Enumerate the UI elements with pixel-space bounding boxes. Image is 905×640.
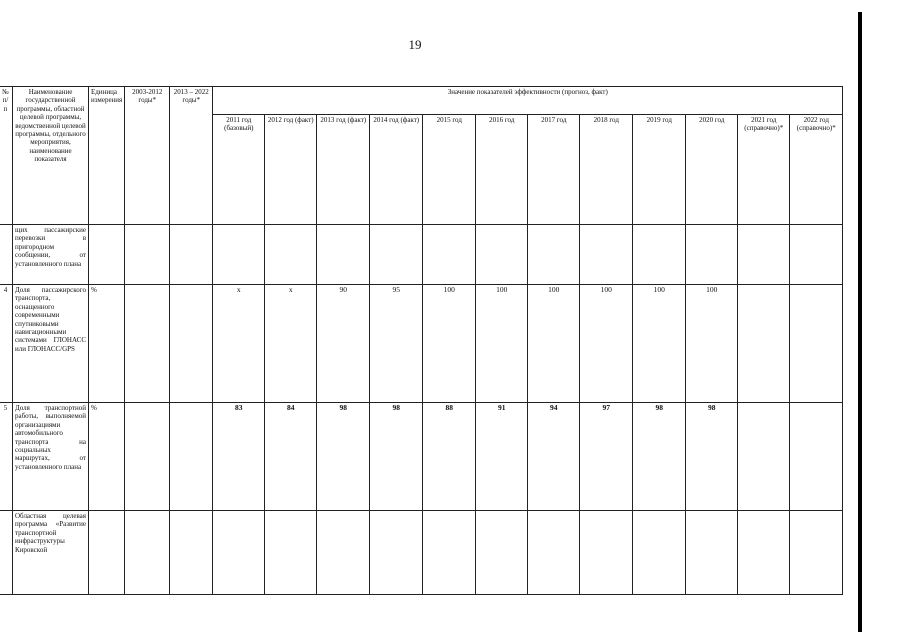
header-year: 2014 год (факт)	[370, 115, 423, 225]
row-value: 84	[265, 403, 317, 511]
row-value	[686, 225, 738, 285]
row-unit	[89, 511, 125, 595]
row-value: 100	[528, 285, 580, 403]
row-value: 100	[686, 285, 738, 403]
page-number: 19	[408, 37, 422, 52]
row-value: 83	[213, 403, 265, 511]
row-value	[213, 225, 265, 285]
row-value	[370, 225, 423, 285]
row-unit	[89, 225, 125, 285]
row-value: 88	[423, 403, 476, 511]
row-name: щих пассажирские перевозки в пригородном сообщении, от установленного плана	[13, 225, 89, 285]
row-value: 94	[528, 403, 580, 511]
row-value	[317, 225, 370, 285]
row-value: 90	[317, 285, 370, 403]
row-value	[580, 511, 633, 595]
row-num	[0, 225, 13, 285]
row-period-2013	[170, 511, 213, 595]
header-year: 2019 год	[633, 115, 686, 225]
table-row	[0, 511, 843, 595]
indicators-table	[0, 86, 843, 595]
row-value: 95	[370, 285, 423, 403]
row-value: 98	[370, 403, 423, 511]
row-period-2003	[125, 225, 170, 285]
row-period-2003	[125, 403, 170, 511]
header-year: 2017 год	[528, 115, 580, 225]
row-value: 100	[633, 285, 686, 403]
header-year: 2022 год (справочно)*	[790, 115, 843, 225]
row-value	[265, 225, 317, 285]
header-period-2003: 2003-2012 годы*	[125, 87, 170, 225]
row-value	[633, 511, 686, 595]
header-values-group: Значение показателей эффективности (прогноз, факт)	[213, 87, 843, 115]
row-value	[213, 511, 265, 595]
row-value	[265, 511, 317, 595]
row-value: 98	[317, 403, 370, 511]
row-period-2003	[125, 511, 170, 595]
header-year: 2011 год (базовый)	[213, 115, 265, 225]
table-row	[0, 285, 843, 403]
row-period-2013	[170, 285, 213, 403]
row-value	[790, 511, 843, 595]
header-num: № п/п	[0, 87, 13, 225]
row-value	[423, 511, 476, 595]
header-year: 2015 год	[423, 115, 476, 225]
table-row	[0, 403, 843, 511]
row-value: 100	[580, 285, 633, 403]
header-name: Наименование государственной программы, областной целевой программы, ведомственной целевой программы, отдельного мероприятия, наименование показателя	[13, 87, 89, 225]
header-row-1	[0, 87, 843, 115]
row-value: 98	[686, 403, 738, 511]
row-value: 98	[633, 403, 686, 511]
row-value	[528, 511, 580, 595]
row-value	[580, 225, 633, 285]
header-year: 2021 год (справочно)*	[738, 115, 790, 225]
row-unit: %	[89, 285, 125, 403]
row-value	[476, 511, 528, 595]
row-value	[738, 511, 790, 595]
row-unit: %	[89, 403, 125, 511]
row-value: 91	[476, 403, 528, 511]
row-value	[423, 225, 476, 285]
row-value	[738, 285, 790, 403]
row-value	[790, 403, 843, 511]
row-num	[0, 511, 13, 595]
header-year: 2013 год (факт)	[317, 115, 370, 225]
row-name: Доля транспортной работы, выполняемой организациями автомобильного транспорта на социальных маршрутах, от установленного плана	[13, 403, 89, 511]
row-num: 4	[0, 285, 13, 403]
header-year: 2016 год	[476, 115, 528, 225]
row-value	[738, 225, 790, 285]
header-period-2013: 2013 – 2022 годы*	[170, 87, 213, 225]
header-year: 2012 год (факт)	[265, 115, 317, 225]
row-value	[528, 225, 580, 285]
header-year: 2020 год	[686, 115, 738, 225]
row-value	[476, 225, 528, 285]
row-value: 97	[580, 403, 633, 511]
row-value	[738, 403, 790, 511]
header-unit: Единица измерения	[89, 87, 125, 225]
row-value	[790, 285, 843, 403]
row-value	[790, 225, 843, 285]
row-period-2013	[170, 225, 213, 285]
row-value: х	[265, 285, 317, 403]
row-value	[633, 225, 686, 285]
row-value	[317, 511, 370, 595]
row-period-2003	[125, 285, 170, 403]
row-num: 5	[0, 403, 13, 511]
table-row	[0, 225, 843, 285]
row-name: Областная целевая программа «Развитие транспортной инфраструктуры Кировской	[13, 511, 89, 595]
row-value: х	[213, 285, 265, 403]
row-value	[370, 511, 423, 595]
row-value	[686, 511, 738, 595]
scan-edge-bar	[858, 12, 862, 632]
row-period-2013	[170, 403, 213, 511]
row-value: 100	[476, 285, 528, 403]
header-year: 2018 год	[580, 115, 633, 225]
row-name: Доля пассажирского транспорта, оснащенного современными спутниковыми навигационными системами ГЛОНАСС или ГЛОНАСС/GPS	[13, 285, 89, 403]
row-value: 100	[423, 285, 476, 403]
